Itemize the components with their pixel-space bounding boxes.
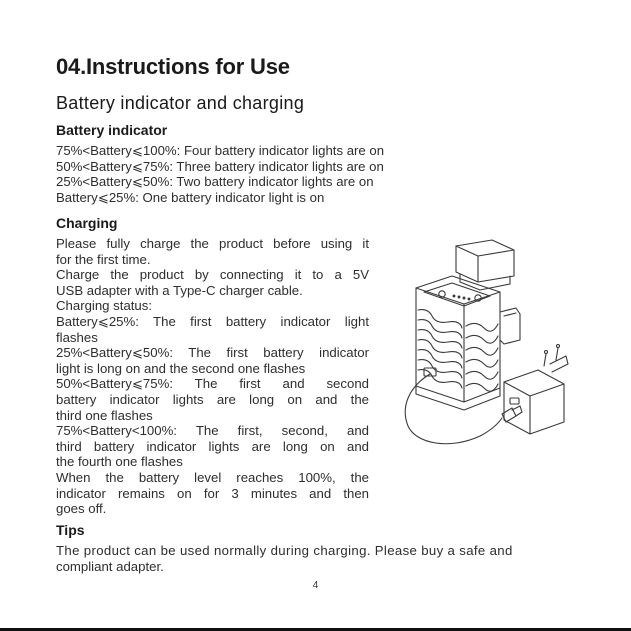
battery-indicator-line: 75%<Battery⩽100%: Four battery indicator lights are on xyxy=(56,143,385,158)
page-title: 04.Instructions for Use xyxy=(56,54,290,79)
charging-heading: Charging xyxy=(56,215,118,231)
charging-line: flashes xyxy=(56,329,98,345)
charging-line: 75%<Battery<100%: The first, second, and xyxy=(56,423,369,439)
charging-line: third battery indicator lights are long on and xyxy=(56,438,369,454)
charging-line: When the battery level reaches 100%, the xyxy=(56,469,369,485)
charging-line: goes off. xyxy=(56,501,107,517)
battery-indicator-line: 25%<Battery⩽50%: Two battery indicator lights are on xyxy=(56,174,374,190)
tips-list xyxy=(56,543,513,574)
tips-line: compliant adapter. xyxy=(56,558,164,574)
charging-line: third one flashes xyxy=(56,407,153,423)
charging-line: the fourth one flashes xyxy=(56,454,183,470)
battery-indicator-line: Battery⩽25%: One battery indicator light is on xyxy=(56,189,325,205)
battery-indicator-list xyxy=(56,143,384,205)
page-number: 4 xyxy=(312,580,319,591)
section-title: Battery indicator and charging xyxy=(56,93,305,113)
charging-line: for the first time. xyxy=(56,251,151,267)
charging-line: light is long on and the second one flashes xyxy=(56,360,306,376)
charging-list xyxy=(56,236,369,517)
charging-line: 50%<Battery⩽75%: The first and second xyxy=(56,376,369,392)
tips-line: The product can be used normally during charging. Please buy a safe and xyxy=(56,543,513,558)
charging-line: Battery⩽25%: The first battery indicator light xyxy=(56,313,369,329)
top-battery-icon xyxy=(456,240,514,290)
charging-line: Charge the product by connecting it to a 5V xyxy=(56,267,369,283)
battery-indicator-line: 50%<Battery⩽75%: Three battery indicator lights are on xyxy=(56,158,384,174)
charging-line: Please fully charge the product before using it xyxy=(56,236,369,251)
charging-line: 25%<Battery⩽50%: The first battery indicator xyxy=(56,345,369,361)
product-charging-illustration xyxy=(380,236,580,466)
charging-line: USB adapter with a Type-C charger cable. xyxy=(56,282,303,298)
charging-line: indicator remains on for 3 minutes and then xyxy=(56,485,369,501)
battery-indicator-heading: Battery indicator xyxy=(56,122,168,138)
charging-line: Charging status: xyxy=(56,298,153,314)
charging-line: battery indicator lights are long on and the xyxy=(56,391,369,407)
usb-adapter-icon xyxy=(504,345,568,435)
tips-heading: Tips xyxy=(56,522,85,538)
